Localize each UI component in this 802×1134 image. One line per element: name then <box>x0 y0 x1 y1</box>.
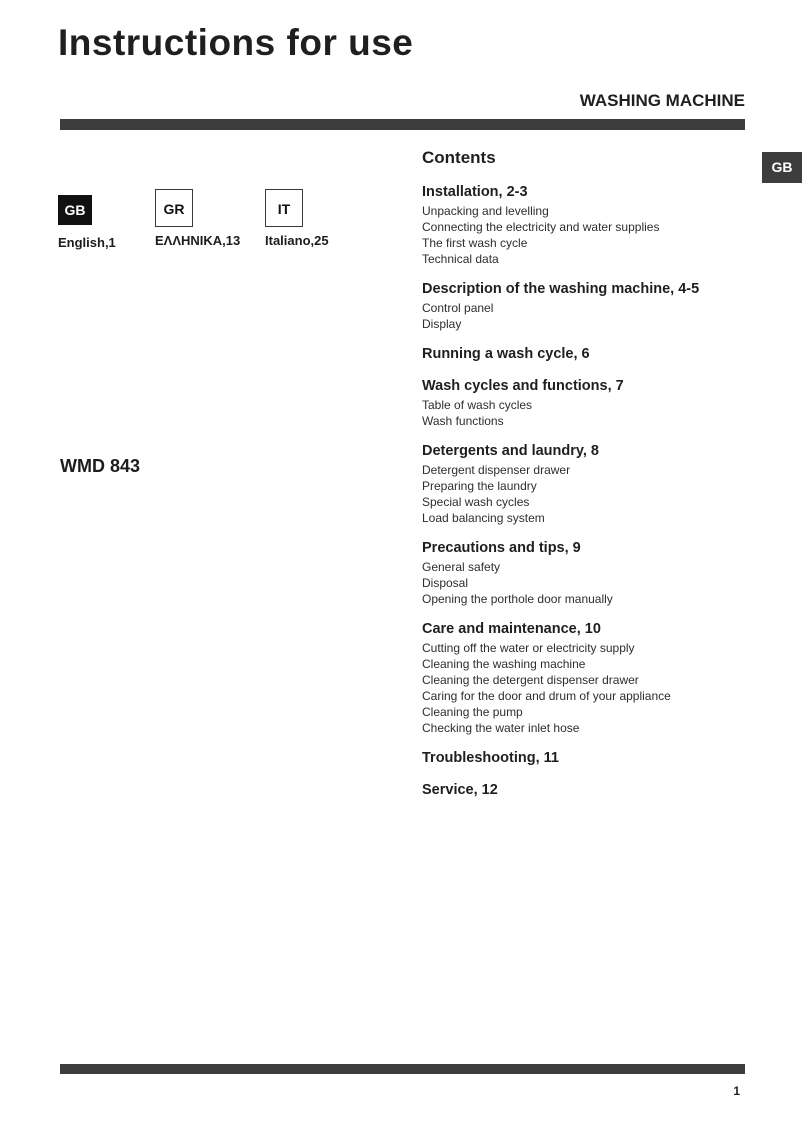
language-label-it: Italiano,25 <box>265 233 329 248</box>
contents-section-precautions <box>422 539 754 607</box>
section-item: Opening the porthole door manually <box>422 592 613 606</box>
language-badge-gb: GB <box>58 195 92 225</box>
section-item: Technical data <box>422 252 499 266</box>
section-title: Description of the washing machine, 4-5 <box>422 281 700 297</box>
contents-section-troubleshooting <box>422 749 754 768</box>
section-title: Detergents and laundry, 8 <box>422 443 599 459</box>
section-item: Special wash cycles <box>422 495 530 509</box>
section-item: Cleaning the washing machine <box>422 657 586 671</box>
section-title: Installation, 2-3 <box>422 184 528 200</box>
section-item: Wash functions <box>422 414 504 428</box>
section-item: Unpacking and levelling <box>422 204 549 218</box>
language-label-gb: English,1 <box>58 235 116 250</box>
section-item: Disposal <box>422 576 469 590</box>
section-title: Care and maintenance, 10 <box>422 621 601 637</box>
section-item: Connecting the electricity and water supplies <box>422 220 660 234</box>
language-block-gb <box>58 195 116 250</box>
contents-section-running <box>422 345 754 364</box>
section-item: Caring for the door and drum of your appliance <box>422 689 671 703</box>
top-divider-bar <box>60 119 745 130</box>
section-title: Precautions and tips, 9 <box>422 540 581 556</box>
contents-section-installation <box>422 183 754 267</box>
section-title: Running a wash cycle, 6 <box>422 346 590 362</box>
section-item: Preparing the laundry <box>422 479 537 493</box>
language-label-gr: ΕΛΛΗΝΙΚΑ,13 <box>155 233 241 248</box>
bottom-divider-bar <box>60 1064 745 1074</box>
contents <box>422 148 754 813</box>
contents-section-description <box>422 280 754 332</box>
doc-title: Instructions for use <box>58 22 414 63</box>
section-item: Load balancing system <box>422 511 545 525</box>
section-title: Troubleshooting, 11 <box>422 750 559 766</box>
contents-heading: Contents <box>422 148 496 167</box>
section-title: Service, 12 <box>422 782 498 798</box>
section-item: Control panel <box>422 301 494 315</box>
page-number: 1 <box>733 1084 740 1098</box>
contents-section-wash-cycles <box>422 377 754 429</box>
section-item: General safety <box>422 560 501 574</box>
section-title: Wash cycles and functions, 7 <box>422 378 624 394</box>
contents-section-detergents <box>422 442 754 526</box>
section-item: Cleaning the pump <box>422 705 523 719</box>
section-item: Table of wash cycles <box>422 398 533 412</box>
doc-subtitle: WASHING MACHINE <box>579 91 745 110</box>
model-number: WMD 843 <box>60 456 141 476</box>
section-item: Detergent dispenser drawer <box>422 463 571 477</box>
language-block-it <box>265 189 329 248</box>
section-item: Checking the water inlet hose <box>422 721 580 735</box>
section-item: Cutting off the water or electricity supply <box>422 641 635 655</box>
section-item: The first wash cycle <box>422 236 528 250</box>
contents-section-care <box>422 620 754 736</box>
language-badge-gr: GR <box>155 189 193 227</box>
corner-tab-gb: GB <box>762 152 802 183</box>
section-item: Display <box>422 317 462 331</box>
contents-section-service <box>422 781 754 800</box>
language-block-gr <box>155 189 240 248</box>
section-item: Cleaning the detergent dispenser drawer <box>422 673 639 687</box>
language-badge-it: IT <box>265 189 303 227</box>
